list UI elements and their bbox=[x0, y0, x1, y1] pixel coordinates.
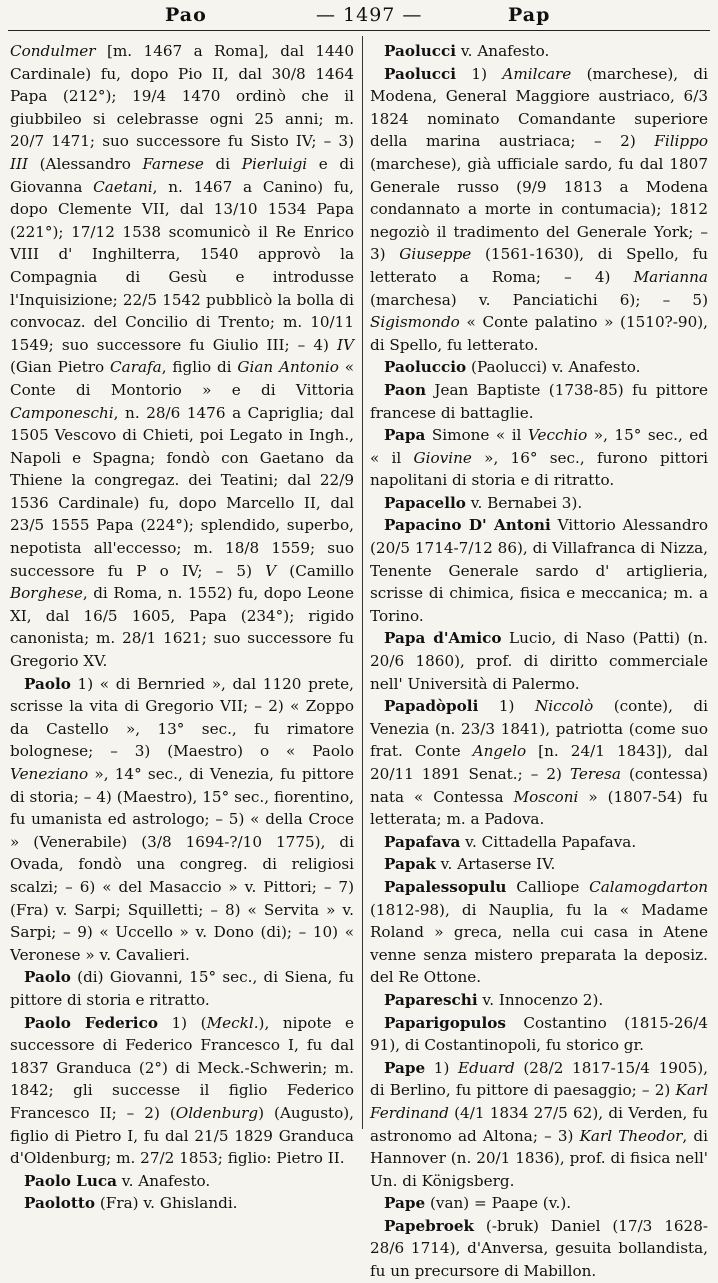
italic-text: Caetani bbox=[93, 177, 153, 196]
entry-headword: Papa d'Amico bbox=[384, 629, 502, 648]
italic-text: Mosconi bbox=[513, 787, 579, 806]
italic-text: III bbox=[10, 154, 28, 173]
italic-text: Farnese bbox=[142, 154, 204, 173]
entry-text: (marchesa) v. Panciatichi 6); – 5) bbox=[370, 290, 708, 309]
dictionary-entry bbox=[370, 627, 708, 695]
entry-text: (1812-98), di Nauplia, fu la « Madame Roland » greca, nella cui casa in Atene venne senza mistero preparata la deposiz. del Re Ottone. bbox=[370, 900, 708, 987]
dictionary-entry bbox=[10, 1192, 354, 1215]
continued-entry bbox=[10, 40, 354, 673]
dictionary-entry bbox=[10, 966, 354, 1011]
entry-text: Jean Baptiste (1738-85) fu pittore francese di battaglie. bbox=[370, 380, 708, 422]
entry-headword: Papafava bbox=[384, 832, 461, 851]
entry-text: », 15° sec., ed « il bbox=[370, 426, 708, 467]
entry-text: (di) Giovanni, 15° sec., di Siena, fu pittore di storia e ritratto. bbox=[10, 968, 354, 1009]
entry-headword: Papacello bbox=[384, 493, 466, 512]
italic-text: Marianna bbox=[633, 267, 708, 286]
entry-headword: Papadòpoli bbox=[384, 697, 479, 716]
entry-text: (marchese), di Modena, General Maggiore austriaco, 6/3 1824 nominato Comandante superiore della marina austriaca; – 2) bbox=[370, 64, 708, 151]
entry-text: Calliope bbox=[506, 877, 590, 896]
entry-text: e di Giovanna bbox=[10, 154, 354, 196]
entry-text: (Alessandro bbox=[28, 154, 143, 173]
dictionary-entry bbox=[370, 989, 708, 1012]
running-header bbox=[0, 0, 718, 34]
entry-text: (conte), di Venezia (n. 23/3 1841), patriotta (come suo frat. Conte bbox=[370, 697, 709, 761]
entry-text: (28/2 1817-15/4 1905), di Berlino, fu pittore di paesaggio; – 2) bbox=[370, 1058, 708, 1100]
dictionary-entry bbox=[370, 853, 708, 876]
dictionary-entry bbox=[370, 695, 708, 831]
left-column bbox=[10, 40, 355, 1213]
entry-headword: Papa bbox=[384, 426, 426, 445]
italic-text: Karl Theodor bbox=[579, 1126, 683, 1145]
italic-text: Filippo bbox=[654, 132, 708, 151]
entry-headword: Papak bbox=[384, 855, 436, 874]
entry-text: v. Bernabei 3). bbox=[465, 493, 583, 512]
entry-text: (1561-1630), di Spello, fu letterato a Roma; – 4) bbox=[370, 245, 708, 286]
italic-text: Gian Antonio bbox=[237, 358, 339, 377]
entry-text: 1) ( bbox=[157, 1013, 207, 1032]
italic-text: Sigismondo bbox=[370, 313, 460, 332]
entry-headword: Papalessopulu bbox=[384, 877, 507, 896]
entry-text: , n. 1467 a Canino) fu, dopo Clemente VII, dal 13/10 1534 Papa (221°); 17/12 1538 scomunicò il Re Enrico VIII d' Inghilterra, 1540 approvò la Compagnia di Gesù e introdusse l'Inquisizione; 22/5 1542 pubblicò la bolla di convocaz. del Concilio di Trento; m. 10/11 1549; suo successore fu Giulio III; – 4) bbox=[10, 177, 354, 354]
entry-headword: Paolo Federico bbox=[24, 1013, 158, 1032]
entry-headword: Paolo bbox=[24, 674, 71, 693]
entry-headword: Paparigopulos bbox=[384, 1013, 506, 1032]
entry-text: 1) « di Bernried », dal 1120 prete, scrisse la vita di Gregorio VII; – 2) « Zoppo da Castello », 13° sec., fu rimatore bolognese; – 3) (Maestro) o « Paolo bbox=[10, 674, 354, 761]
italic-text: IV bbox=[337, 335, 354, 354]
entry-text: (Fra) v. Ghislandi. bbox=[95, 1194, 238, 1213]
italic-text: V bbox=[265, 561, 277, 580]
dictionary-entry bbox=[370, 40, 708, 63]
entry-headword: Papacino D' Antoni bbox=[384, 516, 551, 535]
italic-text: Eduard bbox=[458, 1058, 515, 1077]
entry-text: [n. 24/1 1843]), dal 20/11 1891 Senat.; – 2) bbox=[370, 742, 708, 783]
italic-text: Camponeschi bbox=[10, 403, 114, 422]
entry-text: », 14° sec., di Venezia, fu pittore di storia; – 4) (Maestro), 15° sec., fiorentino, fu umanista ed astrologo; – 5) « della Croce » (Venerabile) (3/8 1694-?/10 1775), di Ovada, fondò una congreg. di religiosi scalzi; – 6) « del Masaccio » v. Pittori; – 7) (Fra) v. Sarpi; Squilletti; – 8) « Servita » v. Sarpi; – 9) « Uccello » v. Dono (di); – 10) « Veronese » v. Cavalieri. bbox=[10, 765, 354, 964]
dictionary-entry bbox=[10, 1170, 354, 1193]
italic-text: Meckl. bbox=[206, 1013, 259, 1032]
entry-text: (Gian Pietro bbox=[10, 358, 111, 377]
entry-text: v. Anafesto. bbox=[456, 42, 550, 60]
entry-text: Lucio, di Naso (Patti) (n. 20/6 1860), prof. di diritto commerciale nell' Università di Palermo. bbox=[370, 629, 709, 693]
entry-text: Vittorio Alessandro (20/5 1714-7/12 86), di Villafranca di Nizza, Tenente Generale sardo d' artiglieria, scrisse di chimica, fisica e meccanica; m. a Torino. bbox=[370, 516, 708, 625]
dictionary-entry bbox=[370, 1192, 708, 1215]
entry-text: [m. 1467 a Roma], dal 1440 Cardinale) fu, dopo Pio II, dal 30/8 1464 Papa (212°); 19/4 1470 ordinò che il giubbileo si celebrasse ogni 25 anni; m. 20/7 1471; suo successore fu Sisto IV; – 3) bbox=[10, 42, 354, 151]
dictionary-entry bbox=[370, 1057, 708, 1193]
entry-headword: Papebroek bbox=[384, 1216, 475, 1235]
entry-text: (Camillo bbox=[276, 561, 354, 580]
dictionary-entry bbox=[370, 514, 708, 627]
entry-text: di bbox=[203, 154, 242, 173]
dictionary-entry bbox=[370, 379, 708, 424]
entry-text: (contessa) nata « Contessa bbox=[370, 765, 709, 806]
entry-text: v. Anafesto. bbox=[116, 1171, 211, 1190]
entry-text: v. Innocenzo 2). bbox=[477, 990, 604, 1009]
entry-text: 1) bbox=[425, 1058, 459, 1077]
entry-text: , figlio di bbox=[161, 358, 238, 377]
italic-text: Carafa bbox=[110, 358, 162, 377]
entry-headword: Paon bbox=[384, 380, 427, 399]
entry-text: « Conte di Montorio » e di Vittoria bbox=[10, 358, 355, 399]
entry-headword: Pape bbox=[384, 1194, 426, 1213]
entry-text: Costantino (1815-26/4 91), di Costantinopoli, fu storico gr. bbox=[370, 1013, 708, 1055]
dictionary-entry bbox=[10, 673, 354, 967]
entry-text: 1) bbox=[478, 697, 535, 716]
italic-text: Teresa bbox=[569, 765, 621, 783]
italic-text: Angelo bbox=[472, 742, 527, 761]
entry-text: v. Cittadella Papafava. bbox=[460, 832, 637, 851]
entry-text: 1) bbox=[456, 64, 503, 83]
italic-text: Vecchio bbox=[527, 426, 588, 445]
dictionary-entry bbox=[10, 1012, 354, 1170]
header-left-guideword: Pao bbox=[165, 4, 207, 26]
entry-text: (van) = Paape (v.). bbox=[425, 1194, 572, 1213]
entry-text: » (1807-54) fu letterata; m. a Padova. bbox=[370, 787, 708, 829]
dictionary-entry bbox=[370, 492, 708, 515]
entry-text: (4/1 1834 27/5 62), di Verden, fu astronomo ad Altona; – 3) bbox=[370, 1103, 708, 1145]
italic-text: Calamogdarton bbox=[589, 877, 708, 896]
italic-text: Condulmer bbox=[10, 42, 96, 60]
entry-text: , di Roma, n. 1552) fu, dopo Leone XI, dal 16/5 1605, Papa (234°); rigido canonista; m. 28/1 1621; suo successore fu Gregorio XV. bbox=[10, 584, 354, 671]
dictionary-entry bbox=[370, 876, 708, 989]
italic-text: Borghese bbox=[10, 584, 83, 603]
entry-text: Simone « il bbox=[425, 426, 528, 445]
entry-text: « Conte palatino » (1510?-90), di Spello, fu letterato. bbox=[370, 313, 708, 354]
dictionary-entry bbox=[370, 1215, 708, 1283]
entry-headword: Paolo bbox=[24, 968, 71, 987]
italic-text: Pierluigi bbox=[241, 154, 308, 173]
entry-headword: Papareschi bbox=[384, 990, 478, 1009]
entry-headword: Paolucci bbox=[384, 64, 457, 83]
entry-text: ), nipote e successore di Federico Francesco I, fu dal 1837 Granduca (2°) di Meck.-Schwerin; m. 1842; gli successe il figlio Federico Francesco II; – 2) ( bbox=[10, 1013, 354, 1122]
column-divider bbox=[362, 36, 363, 1129]
entry-text: ) (Augusto), figlio di Pietro I, fu dal 21/5 1829 Granduca d'Oldenburg; m. 27/2 1853; figlio: Pietro II. bbox=[10, 1103, 354, 1168]
header-right-guideword: Pap bbox=[508, 4, 551, 26]
entry-headword: Pape bbox=[384, 1058, 426, 1077]
entry-headword: Paoluccio bbox=[384, 358, 467, 377]
dictionary-entry bbox=[370, 63, 708, 357]
entry-text: (-bruk) Daniel (17/3 1628-28/6 1714), d'Anversa, gesuita bollandista, fu un precursore di Mabillon. bbox=[370, 1216, 708, 1281]
italic-text: Giovine bbox=[413, 448, 472, 467]
right-column bbox=[370, 40, 709, 1281]
entry-text: (marchese), già ufficiale sardo, fu dal 1807 Generale russo (9/9 1813 a Modena condannato a morte in contumacia); 1812 negoziò il tradimento del Generale York; – 3) bbox=[370, 154, 708, 264]
italic-text: Veneziano bbox=[10, 765, 89, 783]
italic-text: Giuseppe bbox=[399, 245, 472, 264]
page-number: — 1497 — bbox=[316, 4, 423, 26]
dictionary-entry bbox=[370, 424, 708, 492]
entry-headword: Paolotto bbox=[24, 1194, 96, 1213]
italic-text: Amilcare bbox=[502, 64, 572, 83]
entry-text: (Paolucci) v. Anafesto. bbox=[466, 358, 641, 377]
entry-text: , di Hannover (n. 20/1 1836), prof. di fisica nell' Un. di Königsberg. bbox=[370, 1126, 708, 1190]
italic-text: Karl Ferdinand bbox=[370, 1081, 708, 1122]
entry-text: v. Artaserse IV. bbox=[435, 855, 556, 874]
entry-headword: Paolo Luca bbox=[24, 1171, 117, 1190]
dictionary-entry bbox=[370, 356, 708, 379]
header-rule bbox=[8, 30, 710, 31]
entry-text: », 16° sec., furono pittori napolitani di storia e di ritratto. bbox=[370, 448, 708, 490]
dictionary-entry bbox=[370, 1012, 708, 1057]
entry-text: , n. 28/6 1476 a Capriglia; dal 1505 Vescovo di Chieti, poi Legato in Ingh., Napoli e Spagna; fondò con Gaetano da Thiene la congregaz. dei Teatini; dal 22/9 1536 Cardinale) fu, dopo Marcello II, dal 23/5 1555 Papa (224°); splendido, superbo, nepotista all'eccesso; m. 18/8 1559; suo successore fu P o IV; – 5) bbox=[10, 403, 354, 580]
entry-headword: Paolucci bbox=[384, 42, 457, 60]
dictionary-entry bbox=[370, 831, 708, 854]
italic-text: Niccolò bbox=[534, 697, 594, 716]
italic-text: Oldenburg bbox=[175, 1103, 259, 1122]
